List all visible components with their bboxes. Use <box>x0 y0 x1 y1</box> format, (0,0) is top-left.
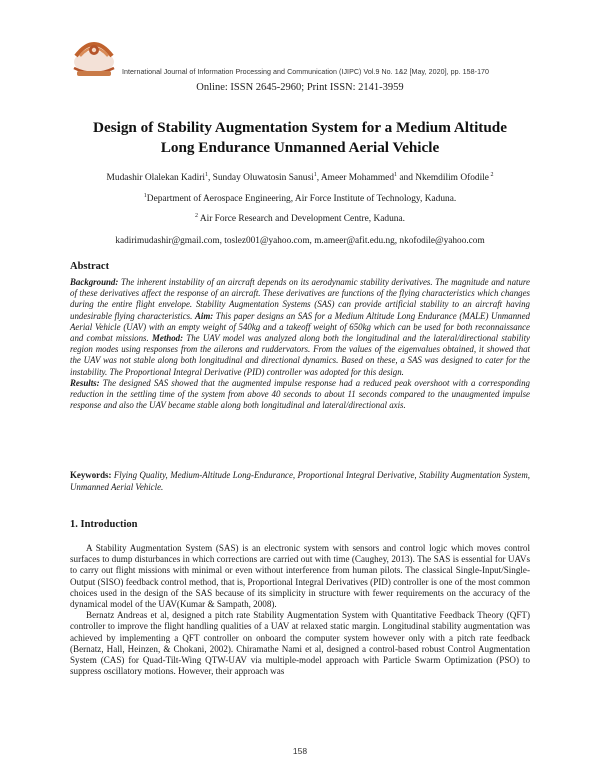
page-number: 158 <box>292 746 308 756</box>
abstract-body: Background: The inherent instability of an aircraft depends on its aerodynamic stability derivatives. The magnitude and nature of these derivatives affect the response of an aircraft. These derivatives are functions of the flying characteristics which changes during the entire flight envelope. Stability Augmentation Systems (SAS) can provide artificial stability to an aircraft having undesirable flying characteristics. Aim: This paper designs an SAS for a Medium Altitude Long Endurance (MALE) Unmanned Aerial Vehicle (UAV) with an empty weight of 540kg and a takeoff weight of 650kg which can be used for both reconnaissance and combat missions. Method: The UAV model was analyzed along both the longitudinal and the lateral/directional stability region modes using responses from the ailerons and ruddervators. From the values of the eigenvalues obtained, it showed that the UAV was not stable along both longitudinal and directional dynamics. Based on these, a SAS was designed to cater for the instability. The Proportional Integral Derivative (PID) controller was adopted for this design. Results: The designed SAS showed that the augmented impulse response had a reduced peak overshoot with a corresponding reduction in the settling time of the system from above 40 seconds to about 11 seconds compared to the unaugmented impulse response and also the UAV became stable along both longitudinal and lateral/directional axis. <box>70 277 530 411</box>
results-label: Results: <box>70 377 100 388</box>
author-name: Ameer Mohammed <box>320 173 395 183</box>
paragraph: Bernatz Andreas et al, designed a pitch rate Stability Augmentation System with Quantitative Feedback Theory (QFT) controller to improve the flight handling qualities of a UAV at relaxed static margin. Longitudinal stability augmentation was achieved by implementing a QFT controller on onboard the computer system however only with a pitch rate feedback (Bernatz, Hall, Heinzen, & Chokani, 2002). Chiramathe Nami et al, designed a control-based robust Control Augmentation System (CAS) for Quad-Tilt-Wing QTW-UAV via multiple-model approach with Particle Swarm Optimization (PSO) to suppress oscillatory motions. However, their approach was <box>70 610 530 677</box>
aim-label: Aim: <box>194 310 214 321</box>
method-label: Method: <box>151 333 184 344</box>
author-name: Sunday Oluwatosin Sanusi <box>212 173 314 183</box>
affiliation-2: $^2$ Air Force Research and Development Centre, Kaduna. <box>195 213 405 224</box>
journal-citation: International Journal of Information Processing and Communication (IJIPC) Vol.9 No. 1&2 [May, 2020], pp. 158-170 <box>122 68 490 76</box>
author-affil-mark: 1 <box>313 172 317 178</box>
author-list: Mudashir Olalekan Kadiri$^1$, Sunday Oluwatosin Sanusi$^1$, Ameer Mohammed$^1$ and Nkemdilim Ofodile $^2$ <box>106 172 494 183</box>
paper-title: Design of Stability Augmentation System for a Medium Altitude Long Endurance Unmanned Aerial Vehicle <box>92 119 507 156</box>
abstract-heading: Abstract <box>70 261 110 272</box>
keywords <box>70 470 530 493</box>
section-heading-introduction: 1. Introduction <box>70 519 138 530</box>
author-affil-mark: 2 <box>488 172 494 178</box>
author-affil-mark: 1 <box>394 172 398 178</box>
keywords-label: Keywords: <box>70 470 112 480</box>
paragraph: A Stability Augmentation System (SAS) is an electronic system with sensors and control logic which moves control surfaces to dump disturbances in which corrections are carried out with time (Caughey, 2013). The SAS is essential for UAVs to carry out flight missions with minimal or even without interference from human pilots. The classical Single-Input/Single-Output (SISO) feedback control method, that is, Proportional Integral Derivatives (PID) controller is one of the most common choices used in the design of the SAS because of its simplicity in structure with fewer requirements on the accuracy of the dynamical model of the UAV(Kumar & Sampath, 2008). <box>70 543 530 610</box>
journal-logo <box>68 34 120 80</box>
author-name: Mudashir Olalekan Kadiri <box>106 173 205 183</box>
author-emails: kadirimudashir@gmail.com, toslez001@yahoo.com, m.ameer@afit.edu.ng, nkofodile@yahoo.com <box>115 236 485 246</box>
background-label: Background: <box>70 277 119 287</box>
keywords-list: Flying Quality, Medium-Altitude Long-Endurance, Proportional Integral Derivative, Stability Augmentation System, Unmanned Aerial Vehicle. <box>70 470 530 492</box>
issn-line: Online: ISSN 2645-2960; Print ISSN: 2141-3959 <box>196 82 404 93</box>
affiliation-1: $^1$Department of Aerospace Engineering, Air Force Institute of Technology, Kaduna. <box>143 193 457 204</box>
author-affil-mark: 1 <box>204 172 208 178</box>
introduction-body <box>70 543 530 677</box>
author-name: Nkemdilim Ofodile <box>415 173 489 183</box>
